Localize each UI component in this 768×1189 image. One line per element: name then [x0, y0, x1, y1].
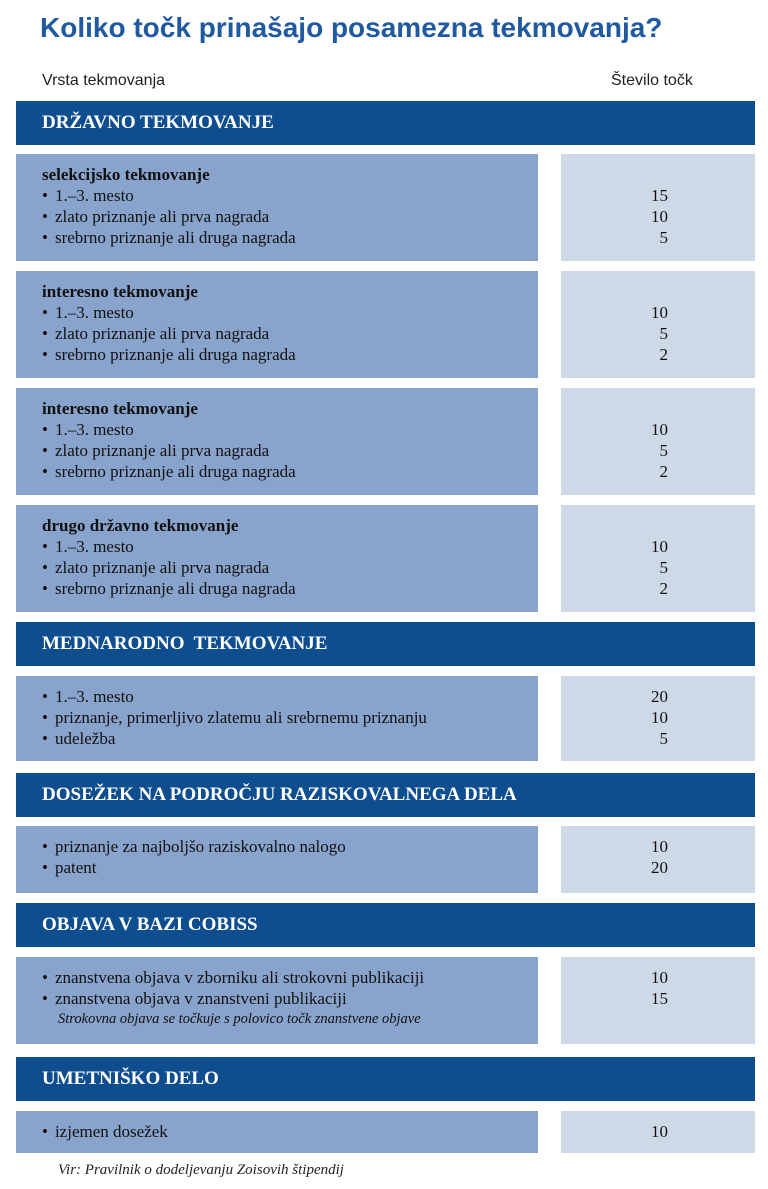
list-item: • 1.–3. mesto — [42, 185, 528, 206]
list-item: • zlato priznanje ali prva nagrada — [42, 557, 528, 578]
list-item: • 1.–3. mesto — [42, 419, 528, 440]
points-box — [561, 154, 755, 261]
group-cobiss — [16, 957, 538, 1044]
points-value: 10 — [651, 303, 668, 322]
points-value: 2 — [659, 345, 668, 364]
group-subtitle: selekcijsko tekmovanje — [42, 165, 210, 184]
list-item: • 1.–3. mesto — [42, 686, 528, 707]
footnote: Strokovna objava se točkuje s polovico točk znanstvene objave — [58, 1011, 421, 1027]
points-value: 5 — [659, 441, 668, 460]
section-heading-mednarodno: MEDNARODNO TEKMOVANJE — [16, 622, 755, 666]
points-box — [561, 1111, 755, 1153]
group-mednarodno — [16, 676, 538, 761]
points-value: 10 — [651, 207, 668, 226]
list-item: • 1.–3. mesto — [42, 302, 528, 323]
points-box — [561, 826, 755, 893]
list-item: • patent — [42, 857, 528, 878]
points-box — [561, 505, 755, 612]
group-interesno-1 — [16, 271, 538, 378]
points-value: 10 — [651, 420, 668, 439]
list-item: • zlato priznanje ali prva nagrada — [42, 206, 528, 227]
list-item: • udeležba — [42, 728, 528, 749]
points-value: 20 — [651, 687, 668, 706]
points-box — [561, 676, 755, 761]
group-interesno-2 — [16, 388, 538, 495]
points-value: 2 — [659, 579, 668, 598]
points-value: 15 — [651, 989, 668, 1008]
points-value: 5 — [659, 228, 668, 247]
page-title: Koliko točk prinašajo posamezna tekmovanja? — [40, 12, 663, 43]
group-raziskovalno — [16, 826, 538, 893]
points-value: 5 — [659, 729, 668, 748]
list-item: • srebrno priznanje ali druga nagrada — [42, 461, 528, 482]
list-item: • znanstvena objava v znanstveni publikaciji — [42, 988, 528, 1009]
points-value: 5 — [659, 324, 668, 343]
column-header-type: Vrsta tekmovanja — [42, 72, 166, 89]
group-subtitle: interesno tekmovanje — [42, 282, 198, 301]
list-item: • srebrno priznanje ali druga nagrada — [42, 227, 528, 248]
list-item: • znanstvena objava v zborniku ali strokovni publikaciji — [42, 967, 528, 988]
list-item: • priznanje, primerljivo zlatemu ali srebrnemu priznanju — [42, 707, 528, 728]
list-item: • zlato priznanje ali prva nagrada — [42, 323, 528, 344]
points-value: 10 — [651, 968, 668, 987]
points-value: 2 — [659, 462, 668, 481]
points-value: 20 — [651, 858, 668, 877]
list-item: • priznanje za najboljšo raziskovalno nalogo — [42, 836, 528, 857]
list-item: • izjemen dosežek — [42, 1121, 528, 1142]
points-box — [561, 271, 755, 378]
points-value: 5 — [659, 558, 668, 577]
points-value: 15 — [651, 186, 668, 205]
points-value: 10 — [651, 837, 668, 856]
points-value: 10 — [651, 537, 668, 556]
section-heading-raziskovalno: DOSEŽEK NA PODROČJU RAZISKOVALNEGA DELA — [16, 773, 755, 817]
section-heading-cobiss: OBJAVA V BAZI COBISS — [16, 903, 755, 947]
group-subtitle: drugo državno tekmovanje — [42, 516, 239, 535]
list-item: • srebrno priznanje ali druga nagrada — [42, 578, 528, 599]
list-item: • 1.–3. mesto — [42, 536, 528, 557]
source-note: Vir: Pravilnik o dodeljevanju Zoisovih štipendij — [58, 1162, 344, 1178]
points-value: 10 — [651, 1122, 668, 1141]
section-heading-umetnisko: UMETNIŠKO DELO — [16, 1057, 755, 1101]
group-umetnisko — [16, 1111, 538, 1153]
points-box — [561, 388, 755, 495]
group-drugo-drzavno — [16, 505, 538, 612]
list-item: • zlato priznanje ali prva nagrada — [42, 440, 528, 461]
section-heading-drzavno: DRŽAVNO TEKMOVANJE — [16, 101, 755, 145]
points-value: 10 — [651, 708, 668, 727]
column-header-points: Število točk — [611, 72, 693, 89]
list-item: • srebrno priznanje ali druga nagrada — [42, 344, 528, 365]
group-subtitle: interesno tekmovanje — [42, 399, 198, 418]
group-selekcijsko — [16, 154, 538, 261]
points-box — [561, 957, 755, 1044]
